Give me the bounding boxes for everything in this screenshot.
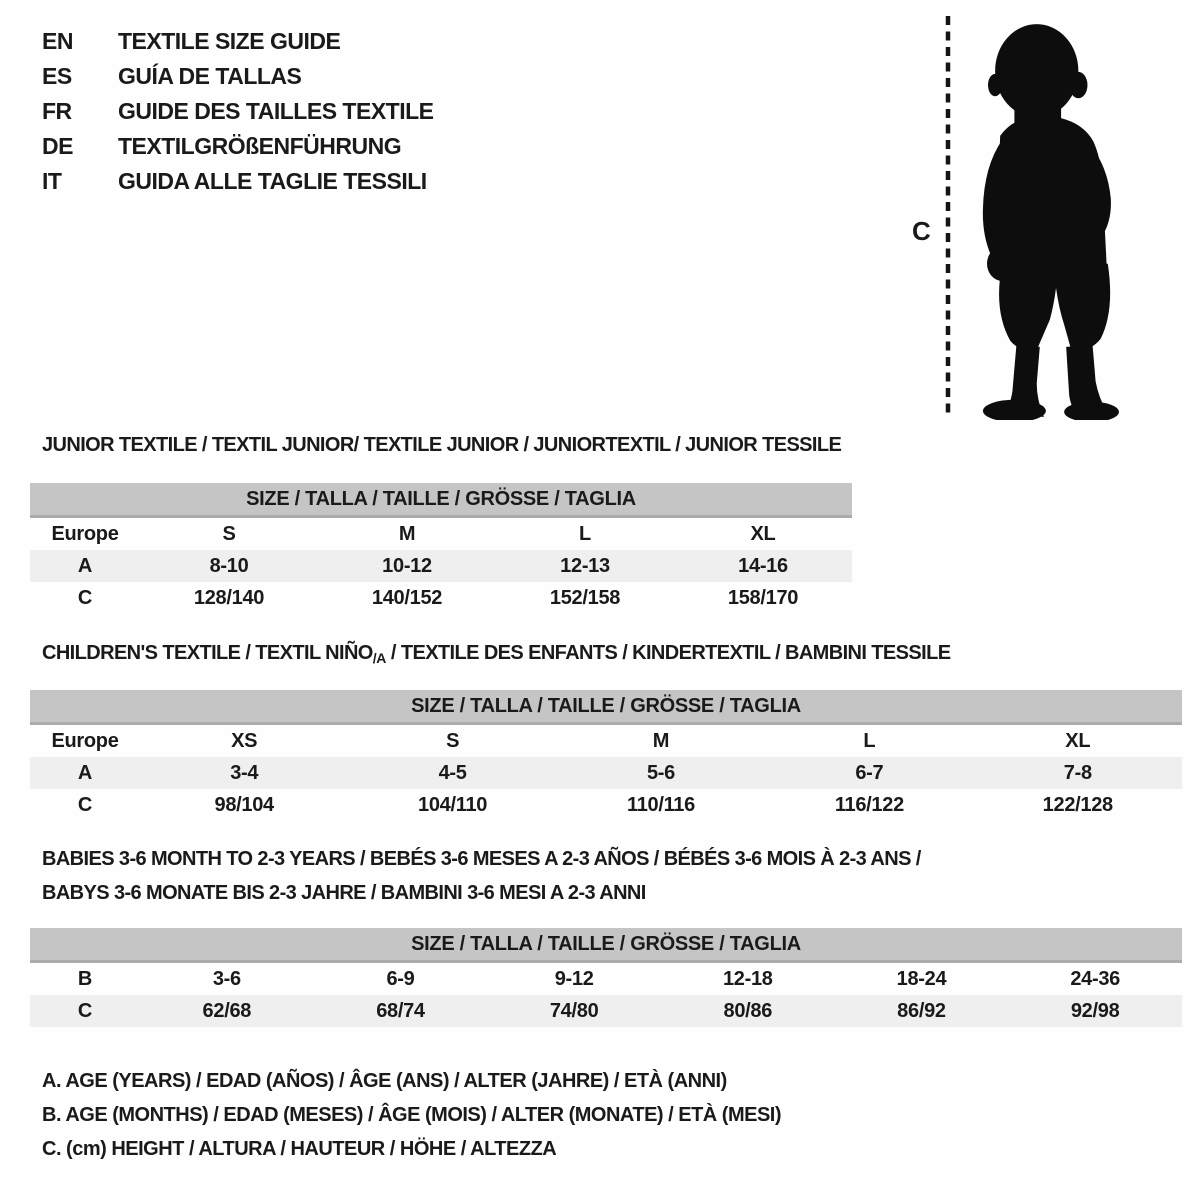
size-cell: 14-16 [674,550,852,582]
row-label: A [30,550,140,582]
table-row [30,995,1182,1027]
size-cell: XL [1065,729,1091,752]
size-cell: 158/170 [727,586,799,609]
babies-title-line2: BABYS 3-6 MONATE BIS 2-3 JAHRE / BAMBINI 3-6 MESI A 2-3 ANNI [42,882,646,904]
table-row [30,582,852,614]
language-row-es [42,59,434,94]
language-row-it [42,164,434,199]
row-label: C [30,995,140,1027]
size-cell: 18-24 [896,967,947,990]
size-cell: S [222,522,236,545]
table-row [30,517,852,551]
babies-section-title [42,842,921,910]
language-row-fr [42,94,434,129]
row-label: Europe [51,522,119,545]
size-header-row [30,690,1182,724]
size-cell: 12-13 [496,550,674,582]
size-cell: 9-12 [554,967,594,990]
size-cell: 24-36 [1070,967,1120,990]
children-size-table [30,690,1182,821]
language-code: EN [42,28,73,54]
table-row [30,724,1182,758]
size-cell: 3-4 [140,757,348,789]
language-row-en [42,24,434,59]
language-code: IT [42,168,62,194]
language-label: GUIDE DES TAILLES TEXTILE [118,98,434,124]
size-cell: 10-12 [318,550,496,582]
language-label: GUÍA DE TALLAS [118,63,302,89]
size-cell: 140/152 [371,586,443,609]
children-title-text: CHILDREN'S TEXTILE / TEXTIL NIÑO [42,642,373,664]
row-label: B [77,967,93,990]
children-title-subscript: /A [372,650,386,666]
height-measure-label: C [912,216,931,246]
size-header-bar: SIZE / TALLA / TAILLE / GRÖSSE / TAGLIA [30,928,1182,962]
table-row [30,962,1182,996]
size-cell: M [398,522,416,545]
size-cell: XL [750,522,776,545]
size-cell: L [579,522,591,545]
table-row [30,757,1182,789]
size-cell: 6-9 [386,967,415,990]
height-dashed-line-icon [944,16,952,418]
size-cell: 6-7 [765,757,973,789]
language-row-de [42,129,434,164]
junior-section-title: JUNIOR TEXTILE / TEXTIL JUNIOR/ TEXTILE JUNIOR / JUNIORTEXTIL / JUNIOR TESSILE [42,434,842,456]
size-cell: 104/110 [418,793,488,816]
size-cell: 152/158 [549,586,621,609]
size-header-bar: SIZE / TALLA / TAILLE / GRÖSSE / TAGLIA [30,483,852,517]
size-cell: 86/92 [835,995,1009,1027]
toddler-silhouette-icon [962,14,1148,420]
size-cell: 98/104 [214,793,274,816]
size-cell: 128/140 [193,586,265,609]
babies-title-line1: BABIES 3-6 MONTH TO 2-3 YEARS / BEBÉS 3-6 MESES A 2-3 AÑOS / BÉBÉS 3-6 MOIS À 2-3 ANS / [42,848,921,870]
size-cell: 3-6 [212,967,241,990]
size-cell: 4-5 [348,757,556,789]
size-cell: S [446,729,460,752]
row-label: C [77,793,93,816]
table-row [30,789,1182,821]
size-cell: 5-6 [557,757,765,789]
size-cell: 116/122 [834,793,904,816]
babies-size-table [30,928,1182,1027]
language-code: DE [42,133,73,159]
legend-line-a: A. AGE (YEARS) / EDAD (AÑOS) / ÂGE (ANS) / ALTER (JAHRE) / ETÀ (ANNI) [42,1070,727,1092]
table-row [30,550,852,582]
language-label: TEXTILE SIZE GUIDE [118,28,341,54]
size-cell: 74/80 [487,995,661,1027]
size-cell: 122/128 [1042,793,1113,816]
size-cell: 68/74 [314,995,488,1027]
legend-line-c: C. (cm) HEIGHT / ALTURA / HAUTEUR / HÖHE / ALTEZZA [42,1138,557,1160]
size-cell: L [863,729,876,752]
size-cell: 80/86 [661,995,835,1027]
size-cell: 7-8 [974,757,1182,789]
children-title-text: / TEXTILE DES ENFANTS / KINDERTEXTIL / BAMBINI TESSILE [385,642,951,664]
row-label: A [30,757,140,789]
size-cell: XS [231,729,258,752]
size-header-row [30,483,852,517]
size-cell: 92/98 [1008,995,1182,1027]
legend-line-b: B. AGE (MONTHS) / EDAD (MESES) / ÂGE (MOIS) / ALTER (MONATE) / ETÀ (MESI) [42,1104,782,1126]
size-cell: M [652,729,670,752]
size-cell: 8-10 [140,550,318,582]
row-label: C [77,586,93,609]
language-label: TEXTILGRÖßENFÜHRUNG [118,133,402,159]
language-list [42,24,434,199]
size-cell: 12-18 [722,967,773,990]
size-header-bar: SIZE / TALLA / TAILLE / GRÖSSE / TAGLIA [30,690,1182,724]
children-section-title [42,642,950,666]
size-header-row [30,928,1182,962]
size-cell: 62/68 [140,995,314,1027]
language-code: FR [42,98,72,124]
language-code: ES [42,63,72,89]
row-label: Europe [51,729,119,752]
size-cell: 110/116 [626,793,695,816]
legend [42,1064,781,1166]
junior-size-table [30,483,852,614]
language-label: GUIDA ALLE TAGLIE TESSILI [118,168,427,194]
